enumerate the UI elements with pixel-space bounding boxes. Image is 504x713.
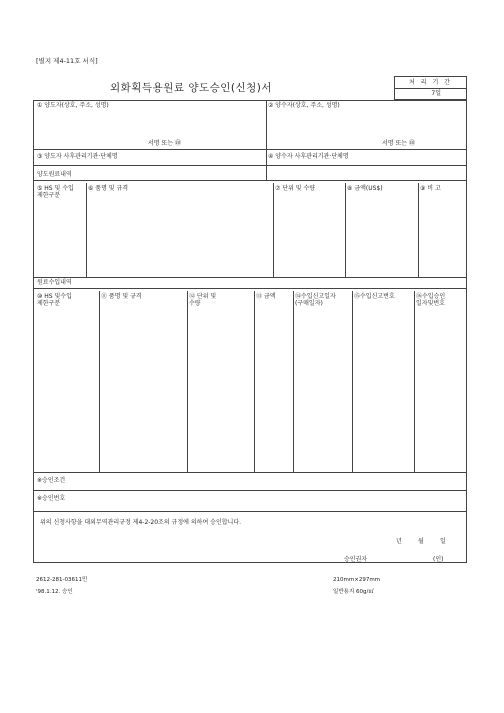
divider [293, 291, 294, 472]
form-table [33, 100, 467, 563]
approval-year: 년 [396, 538, 402, 545]
divider [418, 183, 419, 277]
divider [34, 277, 466, 278]
transfer-col-qty: ⑦ 단위 및 수량 [275, 185, 316, 192]
divider [34, 165, 466, 166]
approval-statement: 위의 신청사항을 대외무역관리규정 제4-2-20조의 규정에 의하여 승인합니다. [40, 519, 242, 526]
divider [187, 291, 188, 472]
approver-seal: (인) [433, 556, 444, 563]
divider [254, 291, 255, 472]
divider [99, 291, 100, 472]
divider [34, 511, 466, 512]
transfer-col-note: ⑨ 비 고 [420, 185, 441, 192]
approval-day: 일 [440, 538, 446, 545]
import-col-name: ⑪ 품명 및 규격 [101, 293, 142, 300]
approval-month: 월 [418, 538, 424, 545]
import-col-hs: ⑩ HS 및수입 제한구분 [37, 293, 72, 307]
form-number-label: [별지 제4-11호 서식] [36, 57, 98, 65]
divider [34, 490, 466, 491]
import-col-number: ⑮수입신고번호 [354, 293, 395, 300]
divider [34, 149, 466, 150]
approval-conditions-label: ※승인조건 [37, 477, 66, 484]
transferor-label: ① 양도자(상호, 주소, 성명) [37, 102, 109, 109]
processing-period-label: 처 리 기 간 [395, 77, 466, 89]
import-section-title: 원료수입내역 [37, 279, 72, 286]
transferee-sign: 서명 또는 ㊞ [382, 140, 415, 147]
transferee-org: ④ 양수자 사후관리기관·단체명 [268, 153, 349, 160]
transferor-sign: 서명 또는 ㊞ [148, 140, 181, 147]
processing-period-value: 7일 [431, 90, 441, 97]
footer-paper: 일반용지 60g/㎡ [333, 589, 374, 595]
footer-size: 210mm×297mm [333, 577, 381, 583]
transfer-col-name: ⑥ 품명 및 규격 [88, 185, 129, 192]
import-col-amount: ⑬ 금액 [256, 293, 276, 300]
approver-label: 승인권자 [344, 556, 368, 563]
divider [414, 291, 415, 472]
divider [34, 472, 466, 473]
transfer-col-amount: ⑧ 금액(US$) [347, 185, 383, 192]
approval-number-label: ※승인번호 [37, 495, 66, 502]
transferee-label: ② 양수자(상호, 주소, 성명) [268, 102, 340, 109]
transfer-col-hs: ⑤ HS 및 수입 제한구분 [37, 185, 74, 199]
footer-code: 2612-281-03611민 [36, 577, 88, 583]
divider [34, 288, 466, 289]
divider [352, 291, 353, 472]
transferor-org: ③ 양도자 사후관리기관·단체명 [37, 153, 118, 160]
divider [266, 101, 267, 180]
divider [345, 183, 346, 277]
transfer-section-title: 양도원료내역 [37, 171, 72, 178]
processing-period-box [394, 76, 467, 100]
divider [273, 183, 274, 277]
divider [34, 180, 466, 181]
import-col-date: ⑭수입신고일자 (구매일자) [295, 293, 336, 307]
divider [86, 183, 87, 277]
footer-date: '98.1.12. 승인 [36, 589, 73, 595]
import-col-qty: ⑫ 단위 및 수량 [189, 293, 217, 307]
import-col-approval: ⑯수입승인 일자및번호 [416, 293, 446, 307]
form-title: 외화획득용원료 양도승인(신청)서 [110, 82, 273, 94]
